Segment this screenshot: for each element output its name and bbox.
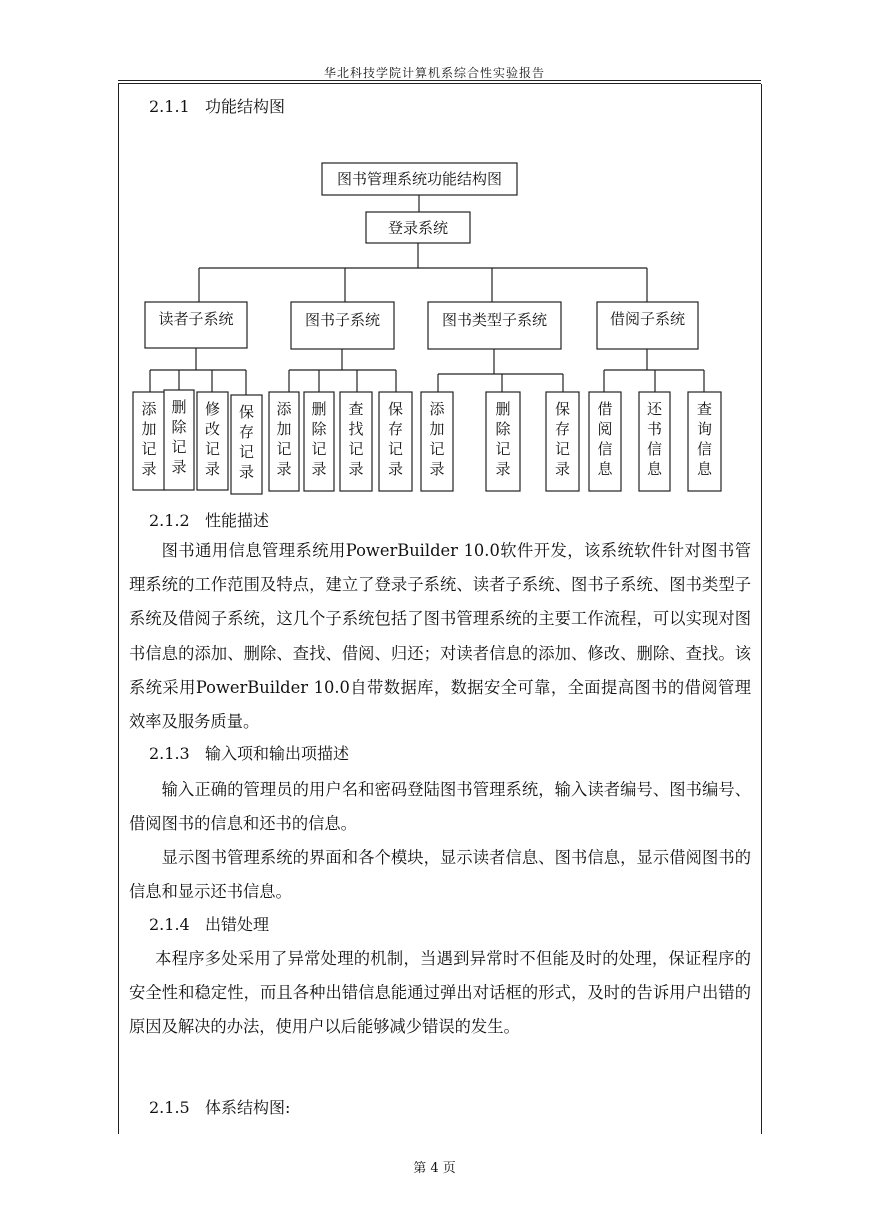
diagram-login-label: 登录系统 — [387, 219, 449, 237]
leaf-label-char: 保 — [238, 403, 255, 421]
leaf-label-char: 录 — [171, 458, 187, 476]
leaf-label-char: 存 — [238, 423, 255, 441]
leaf-label-char: 记 — [348, 440, 364, 458]
subsystem-label-book: 图书子系统 — [304, 311, 381, 329]
leaf-label-char: 记 — [387, 440, 404, 458]
performance-paragraph: 图书通用信息管理系统用PowerBuilder 10.0软件开发，该系统软件针对图书管理系统的工作范围及特点，建立了登录子系统、读者子系统、图书子系统、图书类型子系统及借阅子系统，这几个子系统包括了图书管理系统的主要工作流程，可以实现对图书信息的添加、删除、查找、借阅、归还；对读者信息的添加、修改、删除、查找。该系统采用PowerBuilder 10.0自带数据库，数据安全可靠，全面提高图书的借阅管理效率及服务质量。 — [129, 541, 751, 732]
leaf-label-char: 保 — [554, 400, 571, 418]
page-header: 华北科技学院计算机系综合性实验报告 — [323, 66, 545, 80]
section-number: 2.1.3 — [149, 744, 190, 763]
leaf-label-char: 录 — [495, 460, 511, 478]
leaf-label-char: 记 — [204, 440, 221, 458]
report-table-cell — [118, 84, 762, 1134]
leaf-label-char: 录 — [204, 460, 221, 478]
subsystem-label-borrow: 借阅子系统 — [609, 310, 686, 328]
leaf-label-char: 录 — [348, 460, 364, 478]
section-number: 2.1.2 — [149, 511, 190, 530]
section-heading-2-1-5 — [149, 1095, 290, 1118]
leaf-label-char: 息 — [646, 460, 663, 478]
leaf-label-char: 保 — [387, 400, 404, 418]
leaf-label-char: 还 — [646, 400, 663, 418]
leaf-label-char: 记 — [429, 440, 445, 458]
leaf-label-char: 查 — [696, 400, 713, 418]
leaf-label-char: 存 — [554, 420, 571, 438]
section-title: 出错处理 — [204, 915, 269, 934]
leaf-label-char: 询 — [696, 420, 713, 438]
subsystem-label-reader: 读者子系统 — [158, 310, 234, 328]
leaf-label-char: 删 — [495, 400, 511, 418]
section-title: 功能结构图 — [204, 97, 285, 116]
section-heading-2-1-2 — [149, 508, 269, 531]
leaf-label-char: 录 — [238, 463, 255, 481]
leaf-label-char: 信 — [646, 440, 663, 458]
leaf-label-char: 添 — [276, 400, 292, 418]
leaf-label-char: 添 — [141, 400, 157, 418]
leaf-label-char: 除 — [171, 418, 187, 436]
leaf-label-char: 信 — [597, 440, 613, 458]
leaf-label-char: 阅 — [597, 420, 613, 438]
leaf-label-char: 记 — [495, 440, 511, 458]
leaf-label-char: 加 — [276, 420, 292, 438]
leaf-label-char: 借 — [597, 400, 613, 418]
leaf-label-char: 存 — [387, 420, 404, 438]
section-number: 2.1.1 — [149, 97, 190, 116]
leaf-label-char: 录 — [311, 460, 327, 478]
leaf-label-char: 记 — [554, 440, 571, 458]
leaf-label-char: 书 — [646, 420, 663, 438]
section-heading-2-1-3 — [149, 741, 349, 764]
subsystem-label-booktype: 图书类型子系统 — [441, 311, 548, 329]
error-handling-paragraph: 本程序多处采用了异常处理的机制，当遇到异常时不但能及时的处理，保证程序的安全性和稳定性，而且各种出错信息能通过弹出对话框的形式，及时的告诉用户出错的原因及解决的办法，使用户以后能够减少错误的发生。 — [129, 949, 751, 1037]
leaf-label-char: 修 — [204, 400, 221, 418]
leaf-label-char: 添 — [429, 400, 445, 418]
diagram-root-label: 图书管理系统功能结构图 — [336, 170, 503, 188]
output-paragraph: 显示图书管理系统的界面和各个模块，显示读者信息、图书信息，显示借阅图书的信息和显示还书信息。 — [129, 848, 751, 902]
page-number: 第 4 页 — [413, 1161, 456, 1176]
leaf-label-char: 录 — [429, 460, 445, 478]
leaf-label-char: 录 — [276, 460, 292, 478]
section-title: 性能描述 — [204, 511, 269, 530]
section-heading-2-1-4 — [149, 912, 269, 935]
header-rule — [118, 80, 761, 81]
function-structure-diagram — [119, 84, 761, 504]
leaf-label-char: 记 — [238, 443, 255, 461]
leaf-label-char: 记 — [276, 440, 292, 458]
section-title: 体系结构图: — [204, 1098, 291, 1117]
leaf-label-char: 记 — [171, 438, 187, 456]
leaf-label-char: 加 — [429, 420, 445, 438]
leaf-label-char: 删 — [311, 400, 327, 418]
leaf-label-char: 录 — [387, 460, 404, 478]
leaf-label-char: 找 — [348, 420, 364, 438]
leaf-label-char: 记 — [311, 440, 327, 458]
leaf-label-char: 除 — [495, 420, 511, 438]
section-title: 输入项和输出项描述 — [204, 744, 349, 763]
leaf-label-char: 信 — [696, 440, 713, 458]
leaf-label-char: 录 — [554, 460, 571, 478]
leaf-label-char: 记 — [141, 440, 157, 458]
input-paragraph: 输入正确的管理员的用户名和密码登陆图书管理系统，输入读者编号、图书编号、借阅图书的信息和还书的信息。 — [129, 780, 751, 834]
section-number: 2.1.4 — [149, 915, 190, 934]
leaf-label-char: 除 — [311, 420, 327, 438]
leaf-label-char: 改 — [204, 420, 221, 438]
leaf-label-char: 加 — [141, 420, 157, 438]
leaf-label-char: 息 — [597, 460, 613, 478]
leaf-label-char: 录 — [141, 460, 157, 478]
leaf-label-char: 查 — [348, 400, 364, 418]
leaf-label-char: 息 — [696, 460, 713, 478]
section-number: 2.1.5 — [149, 1098, 190, 1117]
leaf-label-char: 删 — [171, 398, 187, 416]
